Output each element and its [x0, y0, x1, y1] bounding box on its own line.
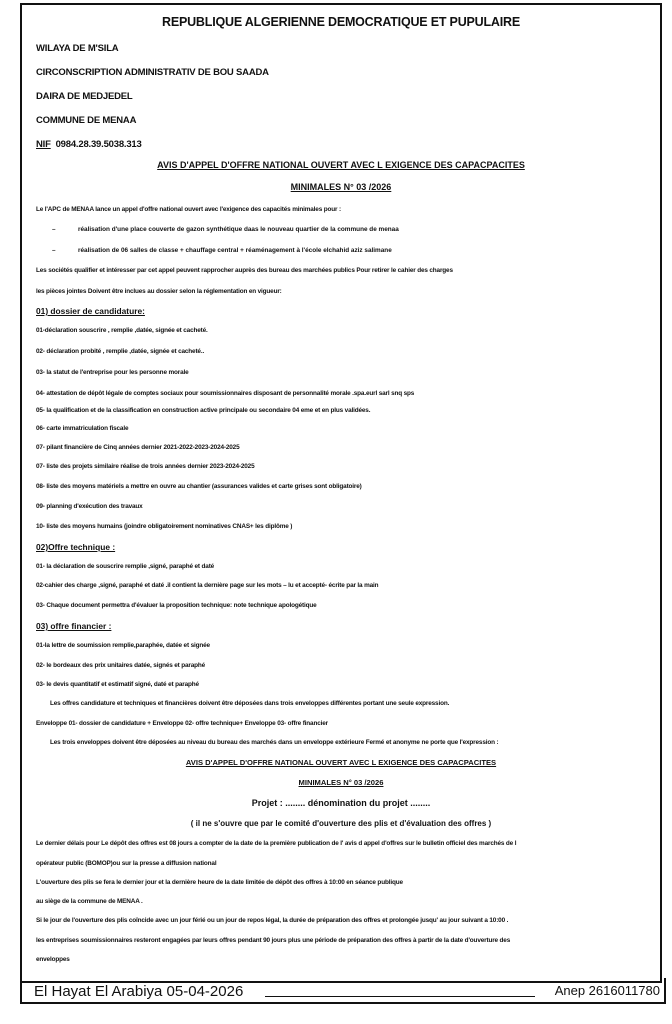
paragraph: les pièces jointes Doivent être inclues au dossier selon la réglementation en vigueur:: [36, 288, 282, 295]
final-paragraph: L'ouverture des plis se fera le dernier jour et la dernière heure de la date limitée de dépôt des offres à 10:00 en séance publique: [36, 879, 403, 886]
bullet-item: – réalisation d'une place couverte de gazon synthétique daas le nouveau quartier de la commune de menaa: [52, 226, 399, 233]
final-paragraph: au siège de la commune de MENAA .: [36, 898, 143, 905]
footer-left-rule: [20, 978, 22, 1004]
paragraph: Les sociétés qualifier et intéresser par cet appel peuvent rapprocher auprès des bureau des marchées publics Pour retirer le cahier des charges: [36, 267, 453, 274]
nif-line: [36, 139, 142, 150]
final-paragraph: Le dernier délais pour Le dépôt des offres est 08 jours a compter de la date de la première publication de l' avis d appel d'offres sur le bulletin officiel des marchés de l: [36, 840, 517, 847]
list-item: 01-la lettre de soumission remplie,paraphée, datée et signée: [36, 642, 210, 649]
list-item: 05- la qualification et de la classification en construction active principale ou secondaire 04 eme et en plus validées.: [36, 407, 371, 414]
final-paragraph: enveloppes: [36, 956, 70, 963]
commune-line: COMMUNE DE MENAA: [36, 115, 137, 126]
nif-label: NIF: [36, 139, 51, 150]
closing-text: Les offres candidature et techniques et financières doivent être déposées dans trois enveloppes différentes portant une seule expression.: [50, 700, 450, 707]
notice-title-line1: AVIS D'APPEL D'OFFRE NATIONAL OUVERT AVEC L EXIGENCE DES CAPACPACITES: [157, 160, 525, 170]
section-title: 03) offre financier :: [36, 621, 112, 631]
list-item: 08- liste des moyens matériels a mettre en ouvre au chantier (assurances valides et carte grises sont obligatoire): [36, 483, 362, 490]
closing-text: Enveloppe 01- dossier de candidature + Enveloppe 02- offre technique+ Enveloppe 03- offre financier: [36, 720, 328, 727]
list-item: 10- liste des moyens humains (joindre obligatoirement nominatives CNAS+ les diplôme ): [36, 523, 293, 530]
closing-text: Les trois enveloppes doivent être déposées au niveau du bureau des marchés dans un enveloppe extérieure Fermé et anonyme ne porte que l'expression :: [50, 739, 499, 746]
list-item: 01- la déclaration de souscrire remplie ,signé, paraphé et daté: [36, 563, 215, 570]
ne-line: ( il ne s'ouvre que par le comité d'ouverture des plis et d'évaluation des offres ): [190, 819, 492, 828]
list-item: 06- carte immatriculation fiscale: [36, 425, 129, 432]
footer-bottom-rule: [20, 1002, 666, 1004]
wilaya-line: WILAYA DE M'SILA: [36, 43, 119, 54]
daira-line: DAIRA DE MEDJEDEL: [36, 91, 133, 102]
repeat-title-line1: AVIS D'APPEL D'OFFRE NATIONAL OUVERT AVEC L EXIGENCE DES CAPACPACITES: [185, 758, 497, 767]
final-paragraph: les entreprises soumissionnaires resteront engagées par leurs offres pendant 90 jours plus une période de préparation des offres à partir de la date d'ouverture des: [36, 937, 511, 944]
intro-text: Le l'APC de MENAA lance un appel d'offre national ouvert avec l'exigence des capacités minimales pour :: [36, 206, 341, 213]
list-item: 09- planning d'exécution des travaux: [36, 503, 143, 510]
list-item: 02- déclaration probité , remplie ,datée, signée et cacheté..: [36, 348, 205, 355]
list-item: 01-déclaration souscrire , remplie ,datée, signée et cacheté.: [36, 327, 208, 334]
list-item: 03- la statut de l'entreprise pour les personne morale: [36, 369, 189, 376]
list-item: 03- le devis quantitatif et estimatif signé, daté et paraphé: [36, 681, 199, 688]
publication-label: El Hayat El Arabiya 05-04-2026: [34, 983, 244, 1000]
notice-title-line2: MINIMALES N° 03 /2026: [290, 182, 392, 192]
list-item: 04- attestation de dépôt légale de comptes sociaux pour soumissionnaires disposant de personnalité morale .spa.eurl sarl snq sps: [36, 390, 415, 397]
anep-reference: Anep 2616011780: [554, 983, 660, 998]
final-paragraph: Si le jour de l'ouverture des plis coïncide avec un jour férié ou un jour de repos légal, la durée de préparation des offres et prolongée jusqu' au jour suivant a 10:00 .: [36, 917, 509, 924]
footer-middle-rule: [265, 996, 535, 997]
final-paragraph: opérateur public (BOMOP)ou sur la presse a diffusion national: [36, 860, 217, 867]
list-item: 02- le bordeaux des prix unitaires datée, signés et paraphé: [36, 662, 206, 669]
footer-right-rule: [664, 978, 666, 1004]
repeat-title-line2: MINIMALES N° 03 /2026: [298, 778, 384, 787]
circonscription-line: CIRCONSCRIPTION ADMINISTRATIV DE BOU SAADA: [36, 67, 269, 78]
footer-bar: [20, 978, 666, 1004]
nif-value: 0984.28.39.5038.313: [55, 139, 142, 150]
list-item: 07- pilant financière de Cinq années dernier 2021-2022-2023-2024-2025: [36, 444, 240, 451]
list-item: 02-cahier des charge ,signé, paraphé et daté .il contient la dernière page sur les mots – lu et accepté- écrite par la main: [36, 582, 379, 589]
projet-line: Projet : ........ dénomination du projet ........: [251, 798, 431, 808]
list-item: 03- Chaque document permettra d'évaluer la proposition technique: note technique apologétique: [36, 602, 317, 609]
section-title: 01) dossier de candidature:: [36, 306, 145, 316]
section-title: 02)Offre technique :: [36, 542, 116, 552]
list-item: 07- liste des projets similaire réalise de trois années dernier 2023-2024-2025: [36, 463, 255, 470]
notice-document: [20, 3, 662, 983]
bullet-item: – réalisation de 06 salles de classe + chauffage central + réaménagement à l'école elchahid aziz salimane: [52, 247, 392, 254]
document-title: REPUBLIQUE ALGERIENNE DEMOCRATIQUE ET PUPULAIRE: [162, 15, 520, 29]
